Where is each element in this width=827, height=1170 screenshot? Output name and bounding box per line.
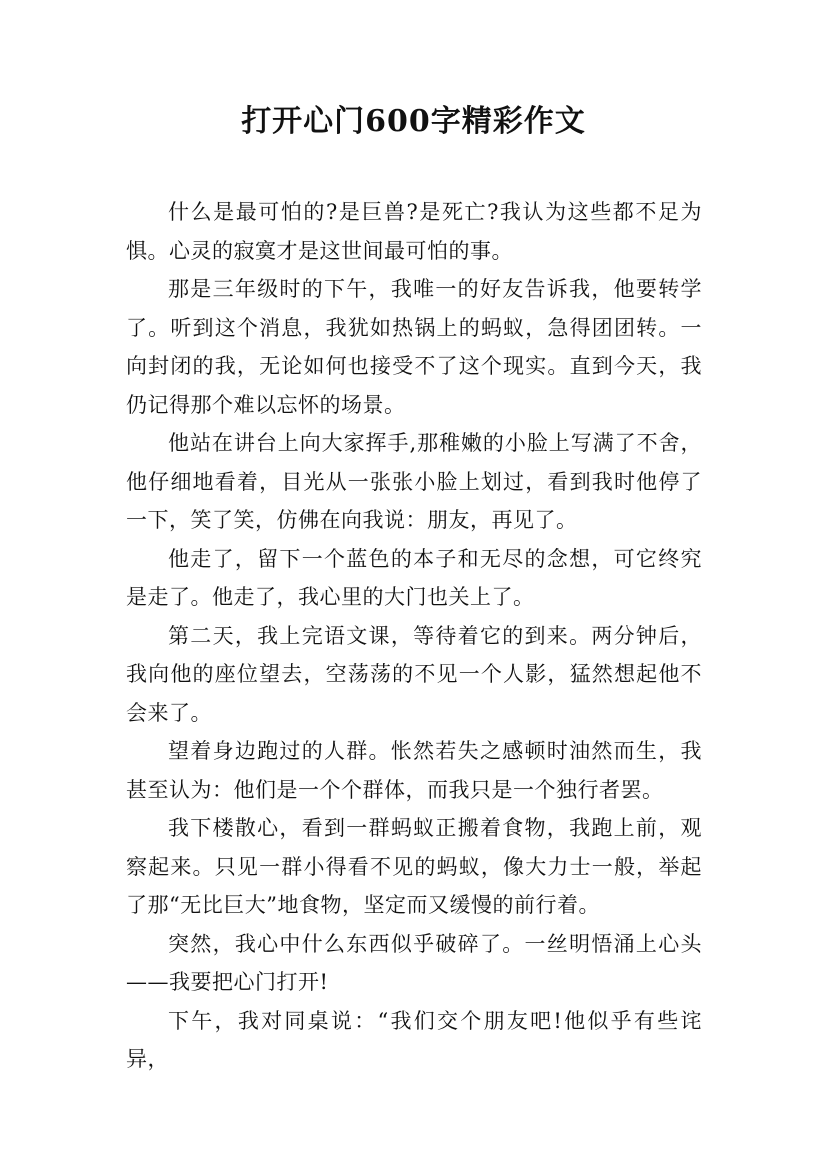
- document-title: 打开心门600字精彩作文: [241, 104, 586, 139]
- paragraph: 他站在讲台上向大家挥手,那稚嫩的小脸上写满了不舍，他仔细地看着，目光从一张张小脸上划过，看到我时他停了一下，笑了笑，仿佛在向我说：朋友，再见了。: [126, 431, 702, 532]
- paragraph: 他走了，留下一个蓝色的本子和无尽的念想，可它终究是走了。他走了，我心里的大门也关上了。: [126, 546, 702, 609]
- paragraph: 那是三年级时的下午，我唯一的好友告诉我，他要转学了。听到这个消息，我犹如热锅上的蚂蚁，急得团团转。一向封闭的我，无论如何也接受不了这个现实。直到今天，我仍记得那个难以忘怀的场景。: [126, 277, 702, 417]
- document-body: [126, 193, 702, 1079]
- paragraph: 望着身边跑过的人群。怅然若失之感顿时油然而生，我甚至认为：他们是一个个群体，而我只是一个独行者罢。: [126, 739, 702, 802]
- paragraph: 我下楼散心，看到一群蚂蚁正搬着食物，我跑上前，观察起来。只见一群小得看不见的蚂蚁，像大力士一般，举起了那“无比巨大”地食物，坚定而又缓慢的前行着。: [126, 816, 702, 917]
- paragraph: 突然，我心中什么东西似乎破碎了。一丝明悟涌上心头——我要把心门打开!: [126, 931, 702, 994]
- paragraph: 下午，我对同桌说：“我们交个朋友吧!他似乎有些诧异，: [126, 1008, 702, 1071]
- paragraph: 第二天，我上完语文课，等待着它的到来。两分钟后，我向他的座位望去，空荡荡的不见一个人影，猛然想起他不会来了。: [126, 623, 702, 725]
- paragraph: 什么是最可怕的?是巨兽?是死亡?我认为这些都不足为惧。心灵的寂寞才是这世间最可怕的事。: [126, 200, 702, 263]
